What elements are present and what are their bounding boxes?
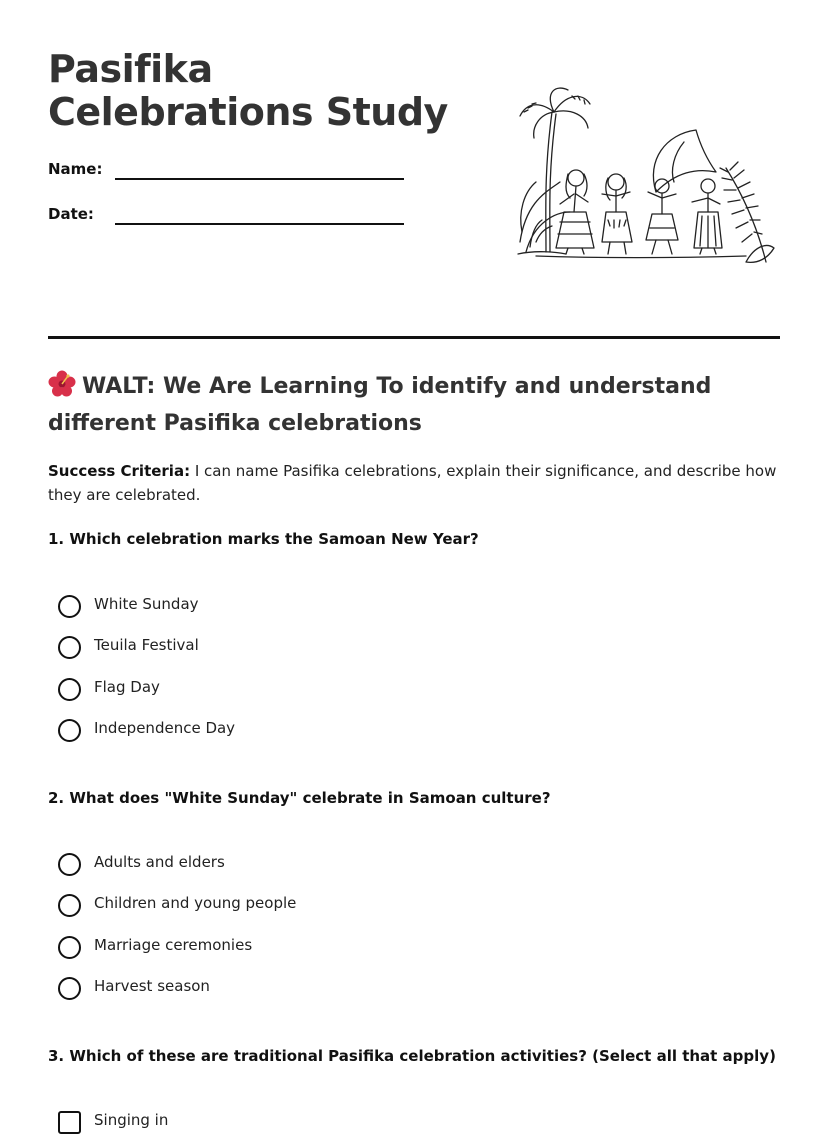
q3-option-1[interactable] [58,1109,558,1135]
radio-button[interactable] [58,894,81,917]
radio-button[interactable] [58,678,81,701]
radio-button[interactable] [58,636,81,659]
walt-heading [48,368,780,442]
question-3: 3. Which of these are traditional Pasifika celebration activities? (Select all that apply) [48,1047,776,1065]
checkbox[interactable] [58,1111,81,1134]
radio-button[interactable] [58,977,81,1000]
option-label: Harvest season [94,977,210,995]
date-line[interactable] [115,223,404,225]
option-label: Marriage ceremonies [94,936,253,954]
q2-option-4[interactable] [58,975,558,1001]
q2-option-1[interactable] [58,851,558,877]
date-field[interactable] [48,205,408,229]
hibiscus-icon [48,370,76,398]
radio-button[interactable] [58,936,81,959]
name-field[interactable] [48,160,408,184]
option-label: Flag Day [94,678,160,696]
q2-option-3[interactable] [58,934,558,960]
question-1: 1. Which celebration marks the Samoan New Year? [48,530,479,548]
option-label: Independence Day [94,719,236,737]
q2-option-2[interactable] [58,892,558,918]
radio-button[interactable] [58,719,81,742]
radio-button[interactable] [58,595,81,618]
question-2: 2. What does "White Sunday" celebrate in Samoan culture? [48,789,551,807]
q1-option-2[interactable] [58,634,558,660]
option-label: Adults and elders [94,853,225,871]
option-label: Children and young people [94,894,297,912]
success-criteria-label: Success Criteria: [48,462,191,480]
radio-button[interactable] [58,853,81,876]
option-label: White Sunday [94,595,199,613]
page-title: Pasifika Celebrations Study [48,47,448,134]
success-criteria-text: I can name Pasifika celebrations, explain their significance, and describe how they are celebrated. [48,462,777,504]
date-label: Date: [48,205,94,223]
option-label: Singing in [94,1111,169,1129]
walt-text: WALT: We Are Learning To identify and understand different Pasifika celebrations [48,374,712,436]
success-criteria [48,459,780,507]
section-divider [48,336,780,339]
q1-option-4[interactable] [58,717,558,743]
name-label: Name: [48,160,103,178]
option-label: Teuila Festival [94,636,199,654]
name-line[interactable] [115,178,404,180]
pacific-island-dancers-illustration [516,82,776,272]
q1-option-1[interactable] [58,593,558,619]
q1-option-3[interactable] [58,676,558,702]
